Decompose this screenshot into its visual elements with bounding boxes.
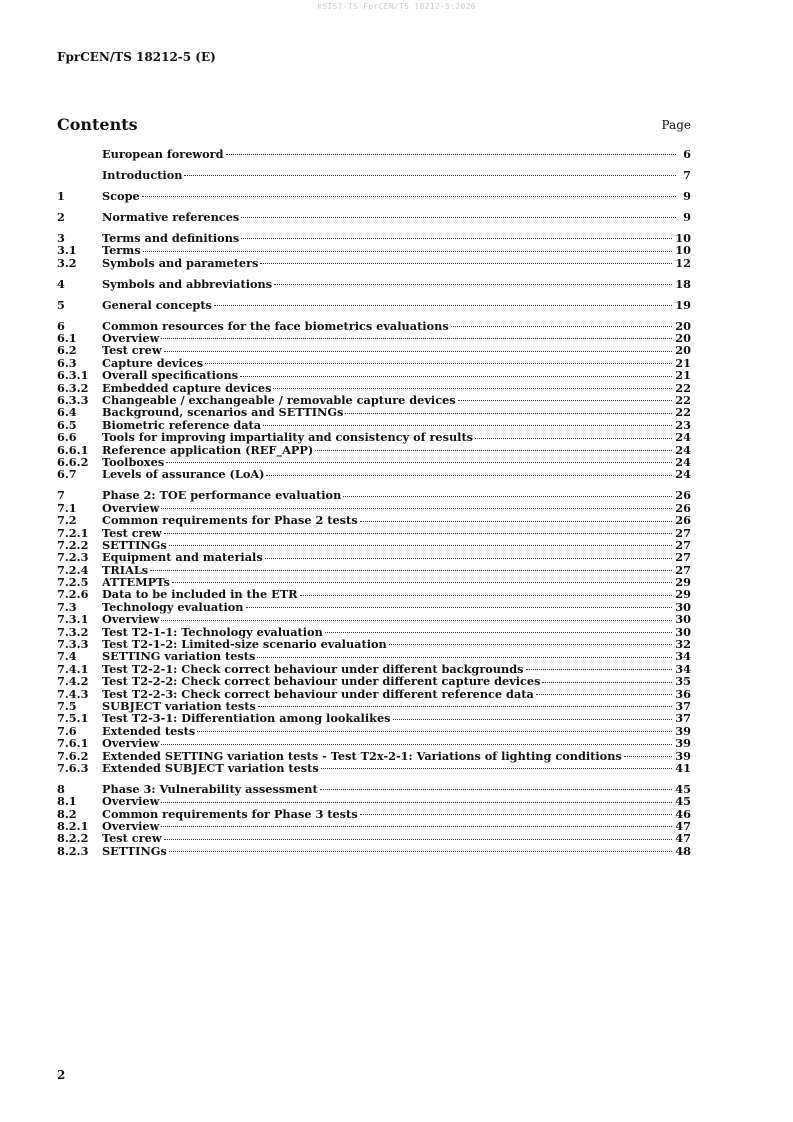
toc-leader-dots: [360, 520, 673, 522]
toc-entry-number: 7.2.1: [57, 525, 89, 540]
page-number: 2: [57, 1068, 66, 1082]
toc-entry-title: Overview: [102, 819, 160, 834]
page-column-label: Page: [661, 118, 691, 132]
toc-entry-page: 46: [675, 806, 691, 821]
toc-entry-title: Overview: [102, 736, 160, 751]
toc-leader-dots: [345, 412, 672, 414]
toc-entry-title: Symbols and abbreviations: [102, 276, 273, 291]
toc-leader-dots: [161, 337, 672, 339]
toc-entry-title: Test T2-2-1: Check correct behaviour under different backgrounds: [102, 661, 524, 676]
toc-entry-number: 6.4: [57, 405, 77, 420]
toc-leader-dots: [169, 850, 672, 852]
toc-entry-title: Terms: [102, 243, 141, 258]
toc-leader-dots: [320, 788, 673, 790]
toc-leader-dots: [197, 730, 672, 732]
toc-entry-number: 7.3: [57, 599, 77, 614]
toc-leader-dots: [624, 755, 672, 757]
toc-entry-title: SETTING variation tests: [102, 649, 256, 664]
toc-leader-dots: [258, 705, 672, 707]
toc-entry-number: 3.1: [57, 243, 77, 258]
toc-entry-page: 27: [675, 525, 691, 540]
toc-entry-title: SUBJECT variation tests: [102, 698, 256, 713]
toc-leader-dots: [214, 304, 672, 306]
toc-entry-page: 10: [675, 230, 691, 245]
toc-entry-page: 7: [683, 167, 691, 182]
toc-entry-page: 37: [675, 711, 691, 726]
toc-entry-page: 30: [675, 599, 691, 614]
toc-entry-page: 29: [675, 575, 691, 590]
toc-entry-page: 22: [675, 380, 691, 395]
toc-entry-page: 26: [675, 513, 691, 528]
toc-entry[interactable]: [57, 675, 691, 687]
toc-leader-dots: [161, 743, 672, 745]
toc-entry-title: Test crew: [102, 525, 162, 540]
toc-entry[interactable]: [57, 712, 691, 724]
toc-leader-dots: [240, 375, 672, 377]
toc-entry[interactable]: [57, 588, 691, 600]
toc-leader-dots: [241, 237, 672, 239]
toc-leader-dots: [526, 668, 673, 670]
toc-entry-title: Toolboxes: [102, 454, 165, 469]
toc-leader-dots: [451, 325, 673, 327]
toc-entry-title: Test T2-3-1: Differentiation among lookalikes: [102, 711, 391, 726]
toc-entry-title: Extended tests: [102, 723, 196, 738]
toc-entry-number: 7.2: [57, 513, 77, 528]
toc-entry-title: General concepts: [102, 297, 212, 312]
toc-entry-page: 41: [675, 760, 691, 775]
toc-entry-page: 32: [675, 637, 691, 652]
toc-entry-title: Overview: [102, 794, 160, 809]
toc-entry-page: 26: [675, 488, 691, 503]
toc-entry-page: 45: [675, 794, 691, 809]
toc-entry-page: 20: [675, 318, 691, 333]
toc-entry-title: Technology evaluation: [102, 599, 244, 614]
toc-leader-dots: [263, 424, 672, 426]
toc-entry-page: 48: [675, 843, 691, 858]
toc-entry-title: Overview: [102, 500, 160, 515]
toc-entry-title: Common requirements for Phase 3 tests: [102, 806, 358, 821]
toc-entry-number: 1: [57, 188, 65, 203]
toc-leader-dots: [536, 693, 672, 695]
toc-leader-dots: [142, 195, 676, 197]
toc-entry-number: 6.6.1: [57, 442, 89, 457]
toc-entry-title: Background, scenarios and SETTINGs: [102, 405, 344, 420]
toc-entry-number: 6.3.3: [57, 393, 89, 408]
contents-heading: Contents: [57, 115, 138, 134]
toc-entry[interactable]: [57, 613, 691, 625]
toc-entry-number: 8.2.2: [57, 831, 89, 846]
toc-entry-page: 47: [675, 831, 691, 846]
toc-entry-title: Test crew: [102, 831, 162, 846]
toc-entry-page: 27: [675, 537, 691, 552]
toc-entry-title: Changeable / exchangeable / removable capture devices: [102, 393, 456, 408]
toc-entry-page: 34: [675, 649, 691, 664]
toc-entry-title: Overall specifications: [102, 368, 239, 383]
toc-entry-title: Data to be included in the ETR: [102, 587, 298, 602]
toc-entry[interactable]: [57, 650, 691, 662]
toc-leader-dots: [226, 153, 676, 155]
toc-entry-number: 7.6: [57, 723, 77, 738]
toc-entry-page: 24: [675, 454, 691, 469]
toc-entry[interactable]: [57, 190, 691, 202]
toc-entry[interactable]: [57, 369, 691, 381]
toc-entry-page: 21: [675, 368, 691, 383]
toc-entry-number: 7.3.3: [57, 637, 89, 652]
toc-leader-dots: [393, 718, 673, 720]
toc-entry-number: 8.1: [57, 794, 77, 809]
toc-entry-title: Test T2-1-1: Technology evaluation: [102, 624, 323, 639]
toc-entry-number: 7.5.1: [57, 711, 89, 726]
toc-entry-title: Reference application (REF_APP): [102, 442, 314, 457]
toc-entry-page: 21: [675, 355, 691, 370]
toc-leader-dots: [184, 174, 676, 176]
toc-entry[interactable]: [57, 431, 691, 443]
toc-entry-page: 9: [683, 209, 691, 224]
toc-entry-page: 30: [675, 624, 691, 639]
toc-entry[interactable]: [57, 299, 691, 311]
toc-entry-title: Biometric reference data: [102, 417, 262, 432]
toc-entry-title: Levels of assurance (LoA): [102, 467, 265, 482]
toc-entry-title: SETTINGs: [102, 537, 167, 552]
toc-entry-number: 6.3.1: [57, 368, 89, 383]
toc-leader-dots: [300, 594, 673, 596]
toc-entry-number: 6.7: [57, 467, 77, 482]
toc-entry-title: Equipment and materials: [102, 550, 263, 565]
toc-entry[interactable]: [57, 211, 691, 223]
toc-entry-number: 7.3.1: [57, 612, 89, 627]
toc-entry-title: Extended SUBJECT variation tests: [102, 760, 319, 775]
toc-leader-dots: [161, 507, 672, 509]
toc-entry-number: 7.4.1: [57, 661, 89, 676]
toc-entry-page: 26: [675, 500, 691, 515]
toc-entry-number: 6.5: [57, 417, 77, 432]
toc-entry-number: 6: [57, 318, 65, 333]
toc-entry-page: 22: [675, 393, 691, 408]
watermark: kSIST-TS FprCEN/TS 18212-5:2026: [317, 2, 476, 11]
toc-entry-number: 7: [57, 488, 65, 503]
toc-entry-number: 8.2: [57, 806, 77, 821]
toc-entry-title: Symbols and parameters: [102, 255, 259, 270]
toc-entry-page: 36: [675, 686, 691, 701]
toc-entry-number: 8: [57, 781, 65, 796]
toc-entry-number: 7.2.5: [57, 575, 89, 590]
toc-entry[interactable]: [57, 795, 691, 807]
toc-entry-page: 10: [675, 243, 691, 258]
toc-entry-title: Test T2-1-2: Limited-size scenario evaluation: [102, 637, 387, 652]
toc-entry-title: Introduction: [102, 167, 183, 182]
toc-entry-title: Embedded capture devices: [102, 380, 272, 395]
toc-entry-number: 7.5: [57, 698, 77, 713]
toc-entry-page: 35: [675, 674, 691, 689]
toc-entry-number: 7.6.1: [57, 736, 89, 751]
toc-leader-dots: [241, 216, 676, 218]
toc-entry-title: Scope: [102, 188, 140, 203]
toc-leader-dots: [475, 437, 672, 439]
toc-leader-dots: [315, 449, 672, 451]
toc-entry-title: Phase 2: TOE performance evaluation: [102, 488, 342, 503]
toc-entry[interactable]: [57, 489, 691, 501]
toc-entry-title: Capture devices: [102, 355, 204, 370]
toc-entry-number: 4: [57, 276, 65, 291]
toc-entry-number: 5: [57, 297, 65, 312]
toc-leader-dots: [458, 399, 673, 401]
toc-entry-title: ATTEMPTs: [102, 575, 170, 590]
toc-entry-title: European foreword: [102, 147, 224, 161]
toc-leader-dots: [164, 532, 673, 534]
toc-entry-number: 3.2: [57, 255, 77, 270]
toc-entry-page: 27: [675, 562, 691, 577]
toc-leader-dots: [321, 767, 673, 769]
toc-leader-dots: [161, 801, 672, 803]
toc-entry-page: 27: [675, 550, 691, 565]
toc-leader-dots: [265, 557, 673, 559]
toc-leader-dots: [164, 838, 673, 840]
toc-entry-title: SETTINGs: [102, 843, 167, 858]
toc-leader-dots: [360, 813, 673, 815]
toc-leader-dots: [143, 250, 673, 252]
toc-entry-page: 39: [675, 723, 691, 738]
toc-entry-page: 18: [675, 276, 691, 291]
toc-entry-number: 6.3.2: [57, 380, 89, 395]
toc-entry-page: 20: [675, 343, 691, 358]
toc-entry-number: 6.2: [57, 343, 77, 358]
toc-entry-title: Common requirements for Phase 2 tests: [102, 513, 358, 528]
toc-entry[interactable]: [57, 845, 691, 857]
toc-entry-title: Phase 3: Vulnerability assessment: [102, 781, 318, 796]
toc-leader-dots: [325, 631, 672, 633]
toc-entry[interactable]: [57, 344, 691, 356]
toc-leader-dots: [266, 474, 672, 476]
toc-entry-number: 3: [57, 230, 65, 245]
toc-entry[interactable]: [57, 468, 691, 480]
toc-entry-page: 45: [675, 781, 691, 796]
toc-entry-title: Overview: [102, 331, 160, 346]
toc-entry-page: 19: [675, 297, 691, 312]
toc-entry-page: 34: [675, 661, 691, 676]
toc-entry-title: Extended SETTING variation tests - Test T2x-2-1: Variations of lighting conditions: [102, 748, 622, 763]
toc-leader-dots: [161, 825, 672, 827]
toc-entry-title: TRIALs: [102, 562, 149, 577]
toc-entry-title: Normative references: [102, 209, 240, 224]
toc-entry-number: 7.2.6: [57, 587, 89, 602]
toc-entry-number: 7.3.2: [57, 624, 89, 639]
toc-entry-title: Test T2-2-3: Check correct behaviour under different reference data: [102, 686, 534, 701]
toc-entry-page: 12: [675, 255, 691, 270]
toc-leader-dots: [274, 283, 672, 285]
toc-leader-dots: [150, 569, 672, 571]
toc-leader-dots: [260, 262, 672, 264]
toc-leader-dots: [161, 619, 672, 621]
toc-entry-title: Overview: [102, 612, 160, 627]
toc-entry-number: 7.6.3: [57, 760, 89, 775]
toc-leader-dots: [166, 461, 672, 463]
toc-entry-title: Tools for improving impartiality and consistency of results: [102, 430, 474, 445]
toc-leader-dots: [246, 606, 673, 608]
toc-entry[interactable]: [57, 762, 691, 774]
toc-entry-page: 29: [675, 587, 691, 602]
toc-entry-number: 8.2.3: [57, 843, 89, 858]
toc-entry[interactable]: [57, 514, 691, 526]
toc-leader-dots: [164, 350, 673, 352]
toc-entry-page: 39: [675, 748, 691, 763]
toc-entry[interactable]: [57, 232, 691, 244]
toc-entry-number: 7.4.2: [57, 674, 89, 689]
table-of-contents: [57, 148, 691, 857]
toc-entry-number: 7.2.2: [57, 537, 89, 552]
toc-entry-number: 2: [57, 209, 65, 224]
toc-entry-number: 6.6.2: [57, 454, 89, 469]
toc-leader-dots: [205, 362, 672, 364]
toc-entry[interactable]: [57, 551, 691, 563]
toc-leader-dots: [273, 387, 672, 389]
toc-entry-page: 23: [675, 417, 691, 432]
toc-entry[interactable]: [57, 278, 691, 290]
toc-entry-title: Terms and definitions: [102, 230, 240, 245]
toc-entry[interactable]: [57, 257, 691, 269]
toc-entry-number: 7.6.2: [57, 748, 89, 763]
toc-entry[interactable]: [57, 244, 691, 256]
toc-entry-page: 24: [675, 430, 691, 445]
toc-entry-page: 22: [675, 405, 691, 420]
toc-entry-title: Test crew: [102, 343, 162, 358]
toc-entry[interactable]: [57, 406, 691, 418]
toc-entry-page: 9: [683, 188, 691, 203]
toc-entry-number: 7.2.4: [57, 562, 89, 577]
toc-entry-number: 7.4.3: [57, 686, 89, 701]
toc-entry[interactable]: [57, 169, 691, 181]
toc-leader-dots: [257, 656, 672, 658]
toc-leader-dots: [389, 643, 673, 645]
toc-entry-number: 8.2.1: [57, 819, 89, 834]
toc-entry-page: 39: [675, 736, 691, 751]
toc-entry[interactable]: [57, 148, 691, 160]
toc-leader-dots: [172, 581, 672, 583]
toc-entry-title: Test T2-2-2: Check correct behaviour under different capture devices: [102, 674, 541, 689]
toc-entry-page: 6: [683, 147, 691, 161]
toc-leader-dots: [542, 681, 672, 683]
toc-entry-page: 24: [675, 442, 691, 457]
toc-entry-number: 7.2.3: [57, 550, 89, 565]
toc-entry[interactable]: [57, 737, 691, 749]
toc-entry-number: 7.4: [57, 649, 77, 664]
toc-entry-page: 30: [675, 612, 691, 627]
toc-entry-page: 24: [675, 467, 691, 482]
toc-entry-title: Common resources for the face biometrics evaluations: [102, 318, 449, 333]
toc-leader-dots: [343, 495, 672, 497]
toc-entry-page: 37: [675, 698, 691, 713]
toc-entry-number: 7.1: [57, 500, 77, 515]
toc-entry-number: 6.1: [57, 331, 77, 346]
toc-entry-number: 6.6: [57, 430, 77, 445]
toc-entry-number: 6.3: [57, 355, 77, 370]
toc-leader-dots: [169, 544, 672, 546]
document-id: FprCEN/TS 18212-5 (E): [57, 50, 216, 64]
toc-entry-page: 47: [675, 819, 691, 834]
toc-entry-page: 20: [675, 331, 691, 346]
